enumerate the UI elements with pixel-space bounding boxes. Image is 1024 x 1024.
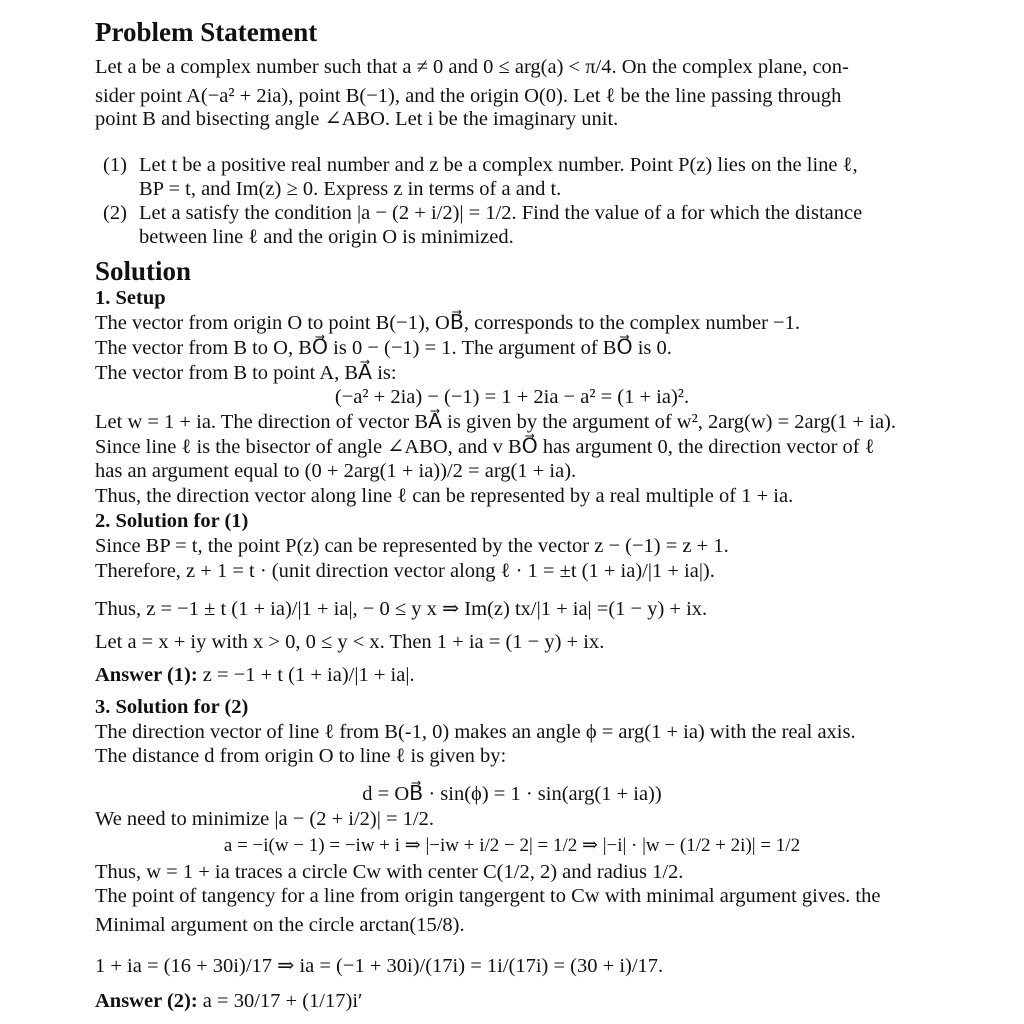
display-equation: d = OB⃗ · sin(ϕ) = 1 · sin(arg(1 + ia)) <box>362 783 662 805</box>
solution-line: The distance d from origin O to line ℓ is given by: <box>95 745 507 767</box>
answer-1 <box>95 657 964 693</box>
solution-line: The direction vector of line ℓ from B(-1, 0) makes an angle ϕ = arg(1 + ia) with the real axis. <box>95 721 856 743</box>
item-line: BP = t, and Im(z) ≥ 0. Express z in terms of a and t. <box>139 178 562 200</box>
section-heading: 2. Solution for (1) <box>95 510 249 532</box>
solution-line: Thus, the direction vector along line ℓ can be represented by a real multiple of 1 + ia. <box>95 485 794 507</box>
solution-line: 1 + ia = (16 + 30i)/17 ⇒ ia = (−1 + 30i)/(17i) = 1i/(17i) = (30 + i)/17. <box>95 955 664 977</box>
item-number: (1) <box>103 154 127 176</box>
solution-line: The vector from B to point A, BA⃗ is: <box>95 362 397 384</box>
solution-line: Since line ℓ is the bisector of angle ∠ABO, and v BO⃗ has argument 0, the direction vector of ℓ <box>95 436 875 458</box>
solution-line: The vector from B to O, BO⃗ is 0 − (−1) = 1. The argument of BO⃗ is 0. <box>95 337 672 359</box>
section-heading: 3. Solution for (2) <box>95 696 249 718</box>
solution-line: The vector from origin O to point B(−1), OB⃗, corresponds to the complex number −1. <box>95 312 800 334</box>
solution-line: Thus, w = 1 + ia traces a circle Cw with center C(1/2, 2) and radius 1/2. <box>95 861 684 883</box>
solution-line: Thus, z = −1 ± t (1 + ia)/|1 + ia|, − 0 ≤ y x ⇒ Im(z) tx/|1 + ia| =(1 − y) + ix. <box>95 598 708 620</box>
answer-label: Answer (1): <box>95 664 198 686</box>
solution-heading: Solution <box>95 256 192 286</box>
problem-heading: Problem Statement <box>95 17 318 47</box>
solution-line: Since BP = t, the point P(z) can be represented by the vector z − (−1) = z + 1. <box>95 535 729 557</box>
solution-line: The point of tangency for a line from origin tangergent to Cw with minimal argument gives. the <box>95 885 881 907</box>
problem-line: Let a be a complex number such that a ≠ 0 and 0 ≤ arg(a) < π/4. On the complex plane, con- <box>95 56 849 78</box>
answer-value: a = 30/17 + (1/17)i′ <box>202 990 363 1012</box>
item-line: Let t be a positive real number and z be a complex number. Point P(z) lies on the line ℓ, <box>139 154 858 176</box>
solution-line: Therefore, z + 1 = t · (unit direction vector along ℓ · 1 = ±t (1 + ia)/|1 + ia|). <box>95 560 715 582</box>
display-equation: a = −i(w − 1) = −iw + i ⇒ |−iw + i/2 − 2| = 1/2 ⇒ |−i| · |w − (1/2 + 2i)| = 1/2 <box>223 835 801 856</box>
solution-line: Minimal argument on the circle arctan(15/8). <box>95 914 465 936</box>
display-equation: (−a² + 2ia) − (−1) = 1 + 2ia − a² = (1 + ia)². <box>334 386 690 408</box>
item-line: between line ℓ and the origin O is minimized. <box>139 226 514 248</box>
item-line: Let a satisfy the condition |a − (2 + i/2)| = 1/2. Find the value of a for which the distance <box>139 202 863 224</box>
answer-2 <box>95 986 964 1016</box>
section-heading: 1. Setup <box>95 287 166 309</box>
solution-line: Let a = x + iy with x > 0, 0 ≤ y < x. Then 1 + ia = (1 − y) + ix. <box>95 631 605 653</box>
solution-line: Let w = 1 + ia. The direction of vector BA⃗ is given by the argument of w², 2arg(w) = 2arg(1 + ia). <box>95 411 896 433</box>
answer-label: Answer (2): <box>95 990 198 1012</box>
item-number: (2) <box>103 202 127 224</box>
solution-line: has an argument equal to (0 + 2arg(1 + ia))/2 = arg(1 + ia). <box>95 460 577 482</box>
problem-line: sider point A(−a² + 2ia), point B(−1), and the origin O(0). Let ℓ be the line passing through <box>95 85 842 107</box>
answer-value: z = −1 + t (1 + ia)/|1 + ia|. <box>202 664 415 686</box>
problem-line: point B and bisecting angle ∠ABO. Let i be the imaginary unit. <box>95 108 619 130</box>
solution-line: We need to minimize |a − (2 + i/2)| = 1/2. <box>95 808 434 830</box>
